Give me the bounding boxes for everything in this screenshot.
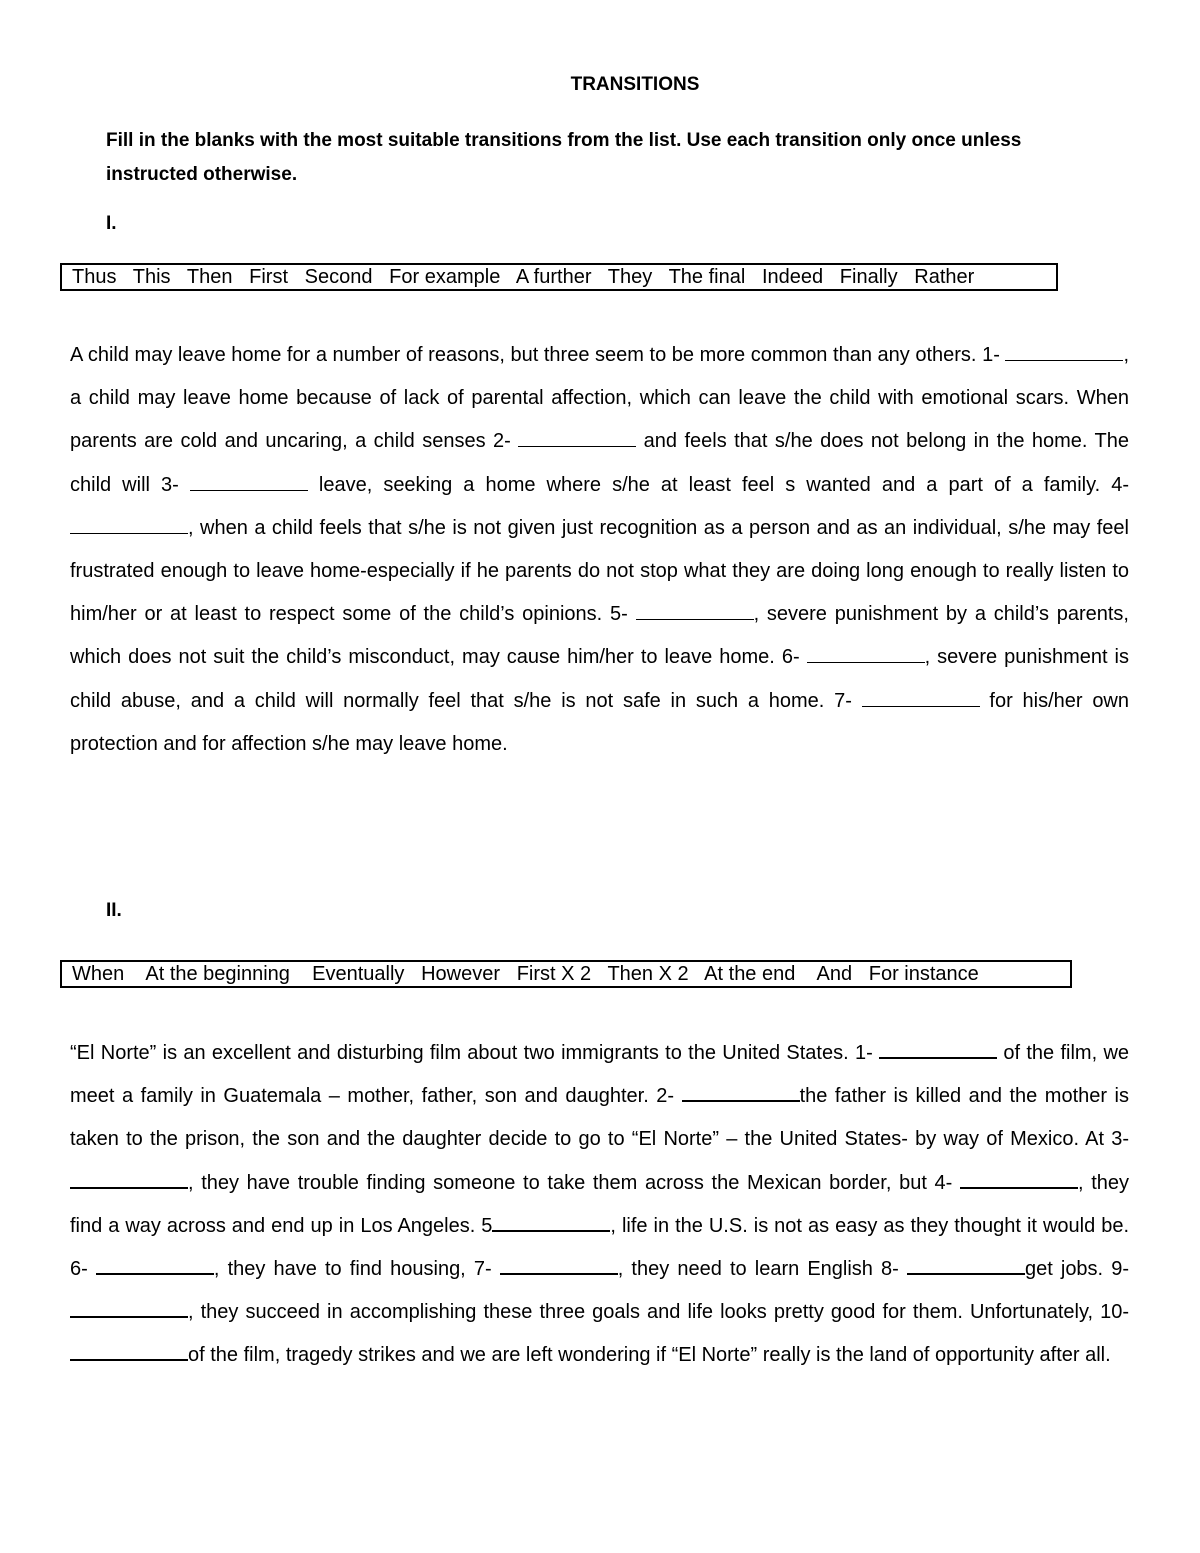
section-label-2: II. — [106, 900, 122, 921]
blank-2-3[interactable] — [70, 1173, 188, 1189]
paragraph-2: “El Norte” is an excellent and disturbing film about two immigrants to the United States. 1- of the film, we meet a family in Guatemala – mother, father, son and daughter. 2- the father is killed and the mother is taken to the prison, the son and the daughter decide to go to “El Norte” – the United States- by way of Mexico. At 3- , they have trouble finding someone to take them across the Mexican border, but 4- , they find a way across and end up in Los Angeles. 5 , life in the U.S. is not as easy as they thought it would be. 6- , they have to find housing, 7- , they need to learn English 8- get jobs. 9- , they succeed in accomplishing these three goals and life looks pretty good for them. Unfortunately, 10- of the film, tragedy strikes and we are left wondering if “El Norte” really is the land of opportunity after all. — [70, 1042, 1130, 1367]
blank-2-2[interactable] — [682, 1086, 800, 1102]
blank-1-2[interactable] — [518, 432, 636, 447]
word-bank-2: When At the beginning Eventually However First X 2 Then X 2 At the end And For instance — [60, 960, 1072, 988]
blank-1-4[interactable] — [70, 519, 188, 534]
blank-2-10[interactable] — [70, 1345, 188, 1361]
blank-2-6[interactable] — [96, 1259, 214, 1275]
word-bank-1: Thus This Then First Second For example A further They The final Indeed Finally Rather — [60, 263, 1058, 291]
blank-2-8[interactable] — [907, 1259, 1025, 1275]
blank-2-7[interactable] — [500, 1259, 618, 1275]
section-label-1: I. — [106, 213, 117, 234]
blank-2-5[interactable] — [492, 1216, 610, 1232]
blank-2-1[interactable] — [879, 1043, 997, 1059]
blank-2-4[interactable] — [960, 1173, 1078, 1189]
page-title: TRANSITIONS — [570, 74, 700, 95]
blank-1-1[interactable] — [1005, 346, 1123, 361]
blank-1-3[interactable] — [190, 476, 308, 491]
blank-1-5[interactable] — [636, 605, 754, 620]
paragraph-1: A child may leave home for a number of reasons, but three seem to be more common than any others. 1- , a child may leave home because of lack of parental affection, which can leave the child with emotional scars. When parents are cold and uncaring, a child senses 2- and feels that s/he does not belong in the home. The child will 3- leave, seeking a home where s/he at least feel s wanted and a part of a family. 4- , when a child feels that s/he is not given just recognition as a person and as an individual, s/he may feel frustrated enough to leave home-especially if he parents do not stop what they are doing long enough to really listen to him/her or at least to respect some of the child’s opinions. 5- , severe punishment by a child’s parents, which does not suit the child’s misconduct, may cause him/her to leave home. 6- , severe punishment is child abuse, and a child will normally feel that s/he is not safe in such a home. 7- for his/her own protection and for affection s/he may leave home. — [70, 344, 1130, 755]
blank-1-6[interactable] — [807, 648, 925, 663]
blank-1-7[interactable] — [862, 692, 980, 707]
instructions: Fill in the blanks with the most suitable transitions from the list. Use each transition only once unless instructed otherwise. — [106, 130, 1022, 185]
blank-2-9[interactable] — [70, 1302, 188, 1318]
